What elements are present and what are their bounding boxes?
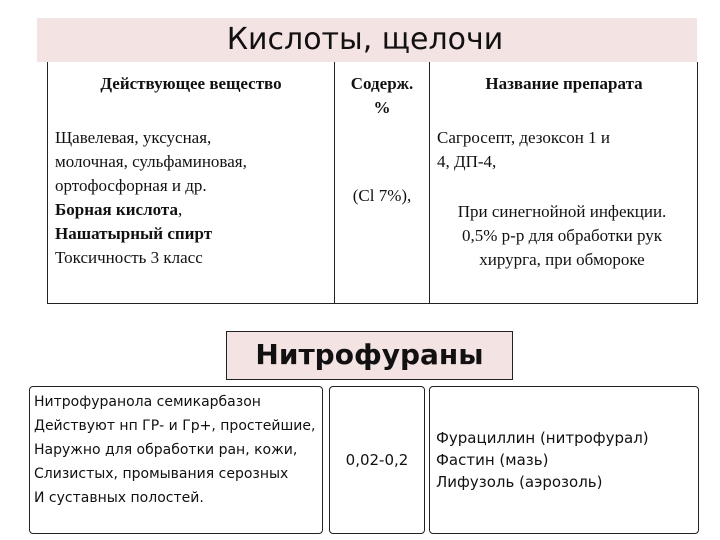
preparation-cell-bottom: [437, 200, 687, 272]
header-substance: Действующее вещество: [100, 74, 282, 93]
nitro-substance-line: Слизистых, промывания серозных: [34, 466, 289, 482]
preparation-line: 0,5% р-р для обработки рук: [462, 226, 662, 245]
nitro-preparation-line: Лифузоль (аэрозоль): [436, 473, 603, 491]
substance-line: ортофосфорная и др.: [55, 176, 207, 195]
substance-line-ammonia: [55, 222, 247, 246]
preparation-line: 4, ДП-4,: [437, 152, 497, 171]
slide-title: Кислоты, щелочи: [226, 22, 504, 57]
boric-suffix: ,: [177, 200, 183, 219]
nitro-preparation-line: Фастин (мазь): [436, 451, 549, 469]
nitrofurans-content-box: 0,02-0,2: [329, 386, 425, 534]
substance-line: молочная, сульфаминовая,: [55, 152, 247, 171]
nitro-substance-line: Наружно для обработки ран, кожи,: [34, 442, 298, 458]
substance-line: Щавелевая, уксусная,: [55, 128, 212, 147]
preparation-line: При синегнойной инфекции.: [457, 202, 667, 221]
content-cell: (Cl 7%),: [352, 186, 412, 205]
preparation-line: Сагросепт, дезоксон 1 и: [437, 128, 610, 147]
nitro-preparation-line: Фурациллин (нитрофурал): [436, 429, 649, 447]
nitrofurans-substance-box: [29, 386, 323, 534]
preparation-line: хирурга, при обмороке: [479, 250, 645, 269]
nitro-substance-line: Действуют нп ГР- и Гр+, простейшие,: [34, 418, 316, 434]
nitro-substance-line: И суставных полостей.: [34, 490, 204, 506]
header-content-line: %: [373, 98, 391, 117]
header-content-line: Содерж.: [350, 74, 414, 93]
substance-cell: [55, 126, 247, 270]
table-divider: [429, 62, 430, 304]
header-preparation: Название препарата: [485, 74, 643, 93]
nitrofurans-preparation-box: [429, 386, 699, 534]
header-content: [335, 72, 429, 120]
preparation-cell-top: [437, 126, 610, 174]
substance-line: Токсичность 3 класс: [55, 248, 203, 267]
boric-acid: Борная кислота: [55, 200, 178, 219]
substance-line-boric: [55, 198, 247, 222]
ammonia-spirit: Нашатырный спирт: [55, 224, 213, 243]
nitrofurans-title: Нитрофураны: [226, 331, 513, 380]
nitro-substance-line: Нитрофуранола семикарбазон: [34, 394, 261, 410]
